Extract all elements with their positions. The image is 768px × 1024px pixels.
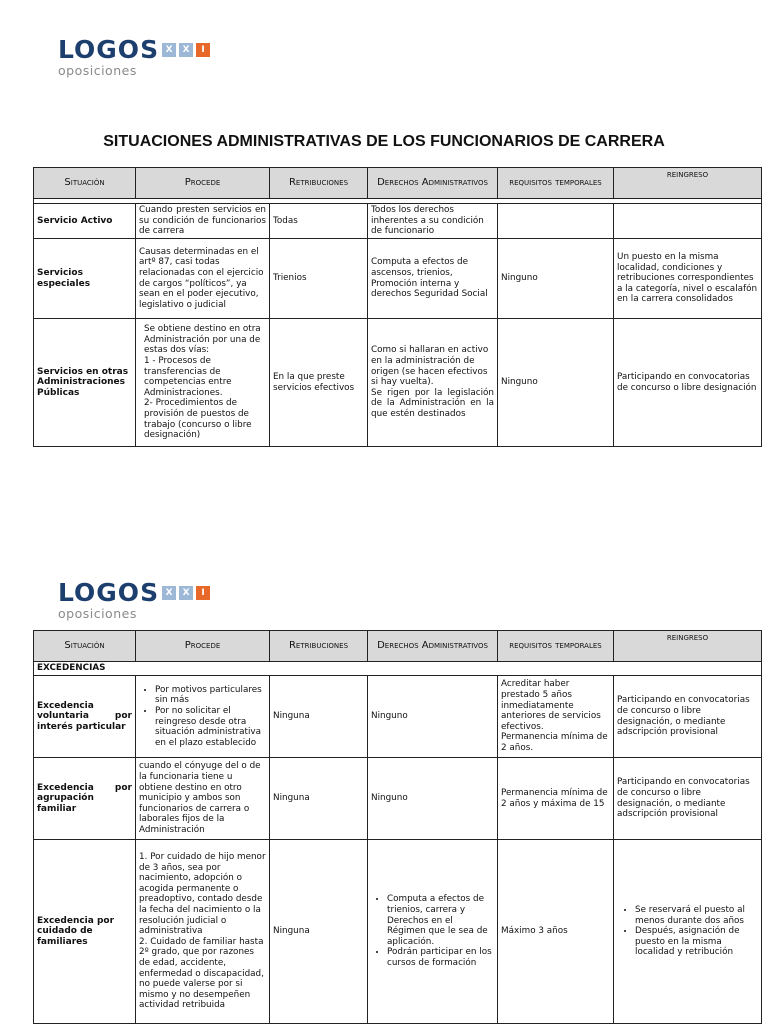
row-label: Excedencia por cuidado de familiares <box>34 840 136 1024</box>
cell-reingreso: Participando en convocatorias de concurso o libre designación, o mediante adscripción provisional <box>614 676 762 758</box>
cell-derechos: Computa a efectos de ascensos, trienios, Promoción interna y derechos Seguridad Social <box>368 239 498 319</box>
row-label: Excedencia voluntaria por interés particular <box>34 676 136 758</box>
row-label: Servicios especiales <box>34 239 136 319</box>
row-label: Excedencia por agrupación familiar <box>34 758 136 840</box>
table-row <box>34 239 762 319</box>
procede-bullet: • Por motivos particulares sin más <box>155 685 266 706</box>
cell-retribuciones: En la que preste servicios efectivos <box>270 319 368 447</box>
header-requisitos: requisitos temporales <box>498 168 614 199</box>
table-row <box>34 676 762 758</box>
cell-reingreso: Un puesto en la misma localidad, condiciones y retribuciones correspondientes a la categoría, nivel o escalafón en la carrera consolidados <box>614 239 762 319</box>
derechos-text: Se rigen por la legislación de la Administración en la que estén destinados <box>371 387 494 419</box>
cell-requisitos <box>498 204 614 239</box>
row-label: Servicios en otras Administraciones Públicas <box>34 319 136 447</box>
cell-retribuciones: Ninguna <box>270 840 368 1024</box>
cell-procede <box>136 319 270 447</box>
header-derechos: Derechos Administrativos <box>368 168 498 199</box>
logo-square: I <box>196 586 210 600</box>
derechos-bullet: • Podrán participar en los cursos de formación <box>387 947 494 968</box>
logo-square: X <box>162 43 176 57</box>
cell-retribuciones: Todas <box>270 204 368 239</box>
table-row <box>34 204 762 239</box>
header-requisitos: requisitos temporales <box>498 631 614 662</box>
logo-wordmark: LOGOS <box>58 578 160 607</box>
procede-bullet: • Por no solicitar el reingreso desde otra situación administrativa en el plazo establecido <box>155 706 266 748</box>
header-situacion: Situación <box>34 631 136 662</box>
cell-requisitos: Máximo 3 años <box>498 840 614 1024</box>
logo <box>58 37 210 78</box>
cell-derechos <box>368 840 498 1024</box>
situations-table <box>33 167 762 447</box>
cell-reingreso <box>614 840 762 1024</box>
logo-square: I <box>196 43 210 57</box>
header-procede: Procede <box>136 631 270 662</box>
logo-square: X <box>162 586 176 600</box>
cell-requisitos: Ninguno <box>498 239 614 319</box>
section-title: EXCEDENCIAS <box>34 662 762 676</box>
requisitos-text: Acreditar haber prestado 5 años inmediatamente anteriores de servicios efectivos. <box>501 679 601 732</box>
cell-procede: Cuando presten servicios en su condición de funcionarios de carrera <box>136 204 270 239</box>
header-retribuciones: Retribuciones <box>270 631 368 662</box>
derechos-bullet: • Computa a efectos de trienios, carrera y Derechos en el Régimen que le sea de aplicación. <box>387 894 494 947</box>
logo-square: X <box>179 586 193 600</box>
logo-square: X <box>179 43 193 57</box>
reingreso-bullet: • Después, asignación de puesto en la misma localidad y retribución <box>635 926 758 958</box>
logo <box>58 580 210 621</box>
cell-derechos: Todos los derechos inherentes a su condición de funcionario <box>368 204 498 239</box>
header-reingreso: reingreso <box>614 631 762 662</box>
header-situacion: Situación <box>34 168 136 199</box>
cell-retribuciones: Ninguna <box>270 676 368 758</box>
reingreso-bullet: • Se reservará el puesto al menos durante dos años <box>635 905 758 926</box>
cell-reingreso: Participando en convocatorias de concurso o libre designación <box>614 319 762 447</box>
excedencias-table <box>33 630 762 1024</box>
table-header-row <box>34 168 762 199</box>
logo-subtitle: oposiciones <box>58 606 137 621</box>
cell-requisitos: Ninguno <box>498 319 614 447</box>
table-header-row <box>34 631 762 662</box>
cell-procede: Causas determinadas en el artº 87, casi todas relacionadas con el ejercicio de cargos “políticos”, ya sean en el poder ejecutivo, legislativo o judicial <box>136 239 270 319</box>
header-derechos: Derechos Administrativos <box>368 631 498 662</box>
cell-procede <box>136 840 270 1024</box>
cell-derechos <box>368 319 498 447</box>
cell-retribuciones: Trienios <box>270 239 368 319</box>
procede-text: Se obtiene destino en otra Administración por una de estas dos vías: <box>144 324 261 356</box>
cell-reingreso: Participando en convocatorias de concurso o libre designación, o mediante adscripción provisional <box>614 758 762 840</box>
logo-subtitle: oposiciones <box>58 63 137 78</box>
header-reingreso: reingreso <box>614 168 762 199</box>
cell-derechos: Ninguno <box>368 676 498 758</box>
cell-procede <box>136 676 270 758</box>
cell-requisitos <box>498 676 614 758</box>
logo-wordmark: LOGOS <box>58 35 160 64</box>
cell-derechos: Ninguno <box>368 758 498 840</box>
page-title: SITUACIONES ADMINISTRATIVAS DE LOS FUNCIONARIOS DE CARRERA <box>103 133 665 150</box>
cell-reingreso <box>614 204 762 239</box>
header-retribuciones: Retribuciones <box>270 168 368 199</box>
table-row <box>34 758 762 840</box>
row-label: Servicio Activo <box>34 204 136 239</box>
requisitos-text: Permanencia mínima de 2 años. <box>501 732 608 753</box>
table-row <box>34 840 762 1024</box>
section-row <box>34 662 762 676</box>
procede-text: 1 - Procesos de transferencias de competencias entre Administraciones. <box>144 356 232 398</box>
cell-requisitos: Permanencia mínima de 2 años y máxima de 15 <box>498 758 614 840</box>
table-row <box>34 319 762 447</box>
derechos-text: Como si hallaran en activo en la administración de origen (se hacen efectivos si hay vuelta). <box>371 345 489 388</box>
cell-retribuciones: Ninguna <box>270 758 368 840</box>
procede-text: 1. Por cuidado de hijo menor de 3 años, sea por nacimiento, adopción o acogida permanente o preadoptivo, contado desde la fecha del nacimiento o la resolución judicial o administrativa <box>139 852 266 937</box>
procede-text: 2- Procedimientos de provisión de puestos de trabajo (concurso o libre designación) <box>144 398 252 441</box>
cell-procede: cuando el cónyuge del o de la funcionaria tiene u obtiene destino en otro municipio y ambos son funcionarios de carrera o laborales fijos de la Administración <box>136 758 270 840</box>
header-procede: Procede <box>136 168 270 199</box>
procede-text: 2. Cuidado de familiar hasta 2º grado, que por razones de edad, accidente, enfermedad o discapacidad, no puede valerse por si mismo y no desempeñen actividad retribuida <box>139 936 264 1011</box>
